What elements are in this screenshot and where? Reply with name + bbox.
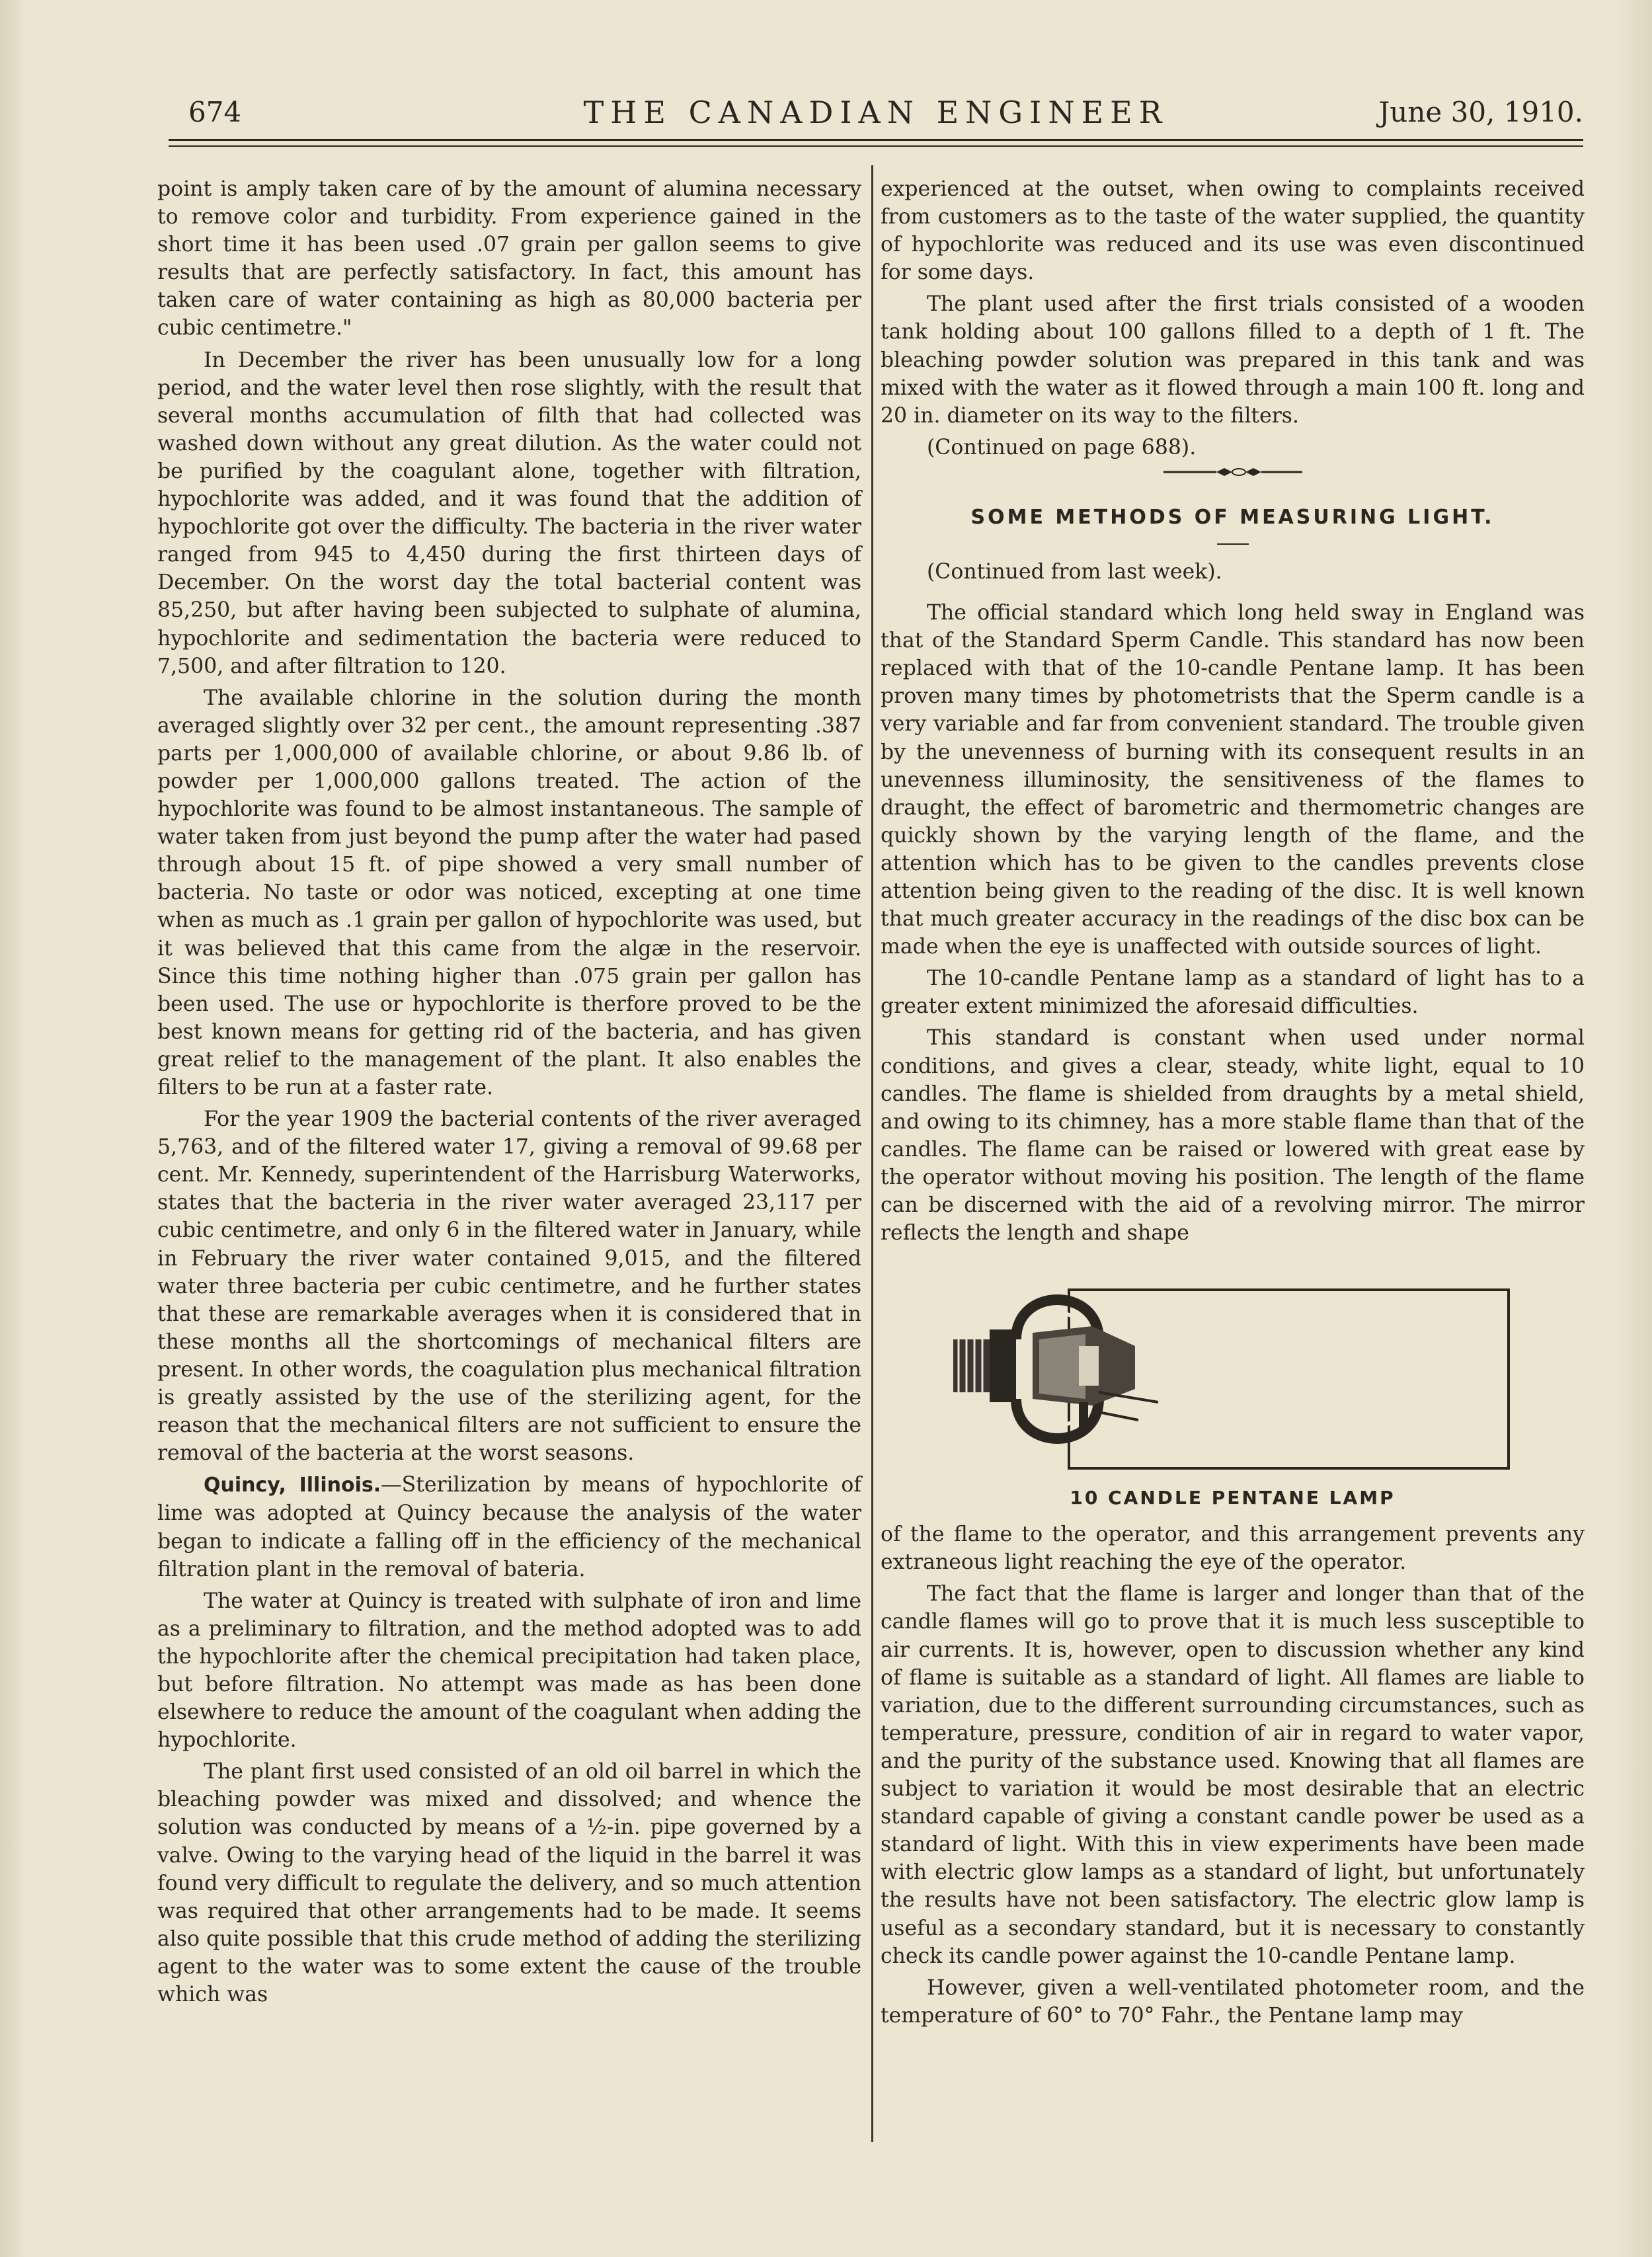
section-title: SOME METHODS OF MEASURING LIGHT.	[970, 505, 1495, 529]
paragraph: point is amply taken care of by the amount of alumina necessary to remove color and turbidity. From experience gained in the short time it has been used .07 grain per gallon seems to give results that are perfectly satisfactory. In fact, this amount has taken care of water containing as high as 80,000 bacteria per cubic centimetre."	[157, 177, 861, 340]
pentane-lamp-figure	[881, 1267, 1585, 1482]
paragraph: The plant first used consisted of an old oil barrel in which the bleaching powder was mixed and dissolved; and whence the solution was conducted by means of a ½-in. pipe governed by a valve. Owing to the varying head of the liquid in the barrel it was found very difficult to regulate the delivery, and so much attention was required that other arrangements had to be made. It seems also quite possible that this crude method of adding the sterilizing agent to the water was to some extent the cause of the trouble which was	[157, 1760, 861, 2006]
paragraph-text: —Sterilization by means of hypochlorite of lime was adopted at Quincy because the analysis of the water began to indicate a falling off in the efficiency of the mechanical filtration plant in the removal of bateria.	[157, 1473, 861, 1581]
title-rule	[1217, 543, 1249, 545]
run-in-heading: Quincy, Illinois.	[204, 1474, 381, 1497]
paragraph: experienced at the outset, when owing to complaints received from customers as to the taste of the water supplied, the quantity of hypochlorite was reduced and its use was even discontinued for some days.	[881, 177, 1585, 285]
header-rule-double	[169, 145, 1583, 147]
journal-title: THE CANADIAN ENGINEER	[583, 95, 1169, 130]
header-rule	[169, 139, 1583, 141]
paragraph: This standard is constant when used under normal conditions, and gives a clear, steady, white light, equal to 10 candles. The flame is shielded from draughts by a metal shield, and owing to its chimney, has a more stable flame than that of the candles. The flame can be raised or lowered with great ease by the operator without moving his position. The length of the flame can be discerned with the aid of a revolving mirror. The mirror reflects the length and shape	[881, 1026, 1585, 1246]
ornament-divider	[1163, 467, 1302, 477]
continued-from-note: (Continued from last week).	[927, 559, 1222, 584]
continued-on-note: (Continued on page 688).	[927, 435, 1197, 459]
page-header	[169, 89, 1583, 136]
paragraph: The 10-candle Pentane lamp as a standard of light has to a greater extent minimized the aforesaid difficulties.	[881, 967, 1585, 1019]
pentane-lamp-illustration	[881, 1267, 1585, 1482]
left-column	[157, 175, 861, 2012]
paragraph: of the flame to the operator, and this arrangement prevents any extraneous light reaching the eye of the operator.	[881, 1523, 1585, 1575]
paragraph: The plant used after the first trials consisted of a wooden tank holding about 100 gallons filled to a depth of 1 ft. The bleaching powder solution was prepared in this tank and was mixed with the water as it flowed through a main 100 ft. long and 20 in. diameter on its way to the filters.	[881, 292, 1585, 428]
paragraph: The water at Quincy is treated with sulphate of iron and lime as a preliminary to filtration, and the method adopted was to add the hypochlorite after the chemical precipitation had taken place, but before filtration. No attempt was made as has been done elsewhere to reduce the amount of the coagulant when adding the hypochlorite.	[157, 1589, 861, 1753]
column-divider	[871, 165, 873, 2142]
figure-caption: 10 CANDLE PENTANE LAMP	[1070, 1487, 1396, 1509]
paragraph: For the year 1909 the bacterial contents of the river averaged 5,763, and of the filtered water 17, giving a removal of 99.68 per cent. Mr. Kennedy, superintendent of the Harrisburg Waterworks, states that the bacteria in the river water averaged 23,117 per cubic centimetre, and only 6 in the filtered water in January, while in February the river water contained 9,015, and the filtered water three bacteria per cubic centimetre, and he further states that these are remarkable averages when it is considered that in these months all the shortcomings of mechanical filters are present. In other words, the coagulation plus mechanical filtration is greatly assisted by the use of the sterilizing agent, for the reason that the mechanical filters are not sufficient to ensure the removal of the bacteria at the worst seasons.	[157, 1107, 861, 1466]
paragraph: The available chlorine in the solution during the month averaged slightly over 32 per cent., the amount representing .387 parts per 1,000,000 of available chlorine, or about 9.86 lb. of powder per 1,000,000 gallons treated. The action of the hypochlorite was found to be almost instantaneous. The sample of water taken from just beyond the pump after the water had pased through about 15 ft. of pipe showed a very small number of bacteria. No taste or odor was noticed, excepting at one time when as much as .1 grain per gallon of hypochlorite was used, but it was believed that this came from the algæ in the reservoir. Since this time nothing higher than .075 grain per gallon has been used. The use or hypochlorite is therfore proved to be the best known means for getting rid of the bacteria, and has given great relief to the management of the plant. It also enables the filters to be run at a faster rate.	[157, 686, 861, 1099]
paragraph: The official standard which long held sway in England was that of the Standard Sperm Candle. This standard has now been replaced with that of the 10-candle Pentane lamp. It has been proven many times by photometrists that the Sperm candle is a very variable and far from convenient standard. The trouble given by the unevenness of burning with its consequent results in an unevenness illuminosity, the sensitiveness of the flames to draught, the effect of barometric and thermometric changes are quickly shown by the varying length of the flame, and the attention which has to be given to the candles prevents close attention being given to the reading of the disc. It is well known that much greater accuracy in the readings of the disc box can be made when the eye is unaffected with outside sources of light.	[881, 601, 1585, 959]
paragraph: In December the river has been unusually low for a long period, and the water level then rose slightly, with the result that several months accumulation of filth that had collected was washed down without any great dilution. As the water could not be purified by the coagulant alone, together with filtration, hypochlorite was added, and it was found that the addition of hypochlorite got over the difficulty. The bacteria in the river water ranged from 945 to 4,450 during the first thirteen days of December. On the worst day the total bacterial content was 85,250, but after having been subjected to sulphate of alumina, hypochlorite and sedimentation the bacteria were reduced to 7,500, and after filtration to 120.	[157, 348, 861, 678]
paragraph: The fact that the flame is larger and longer than that of the candle flames will go to prove that it is much less susceptible to air currents. It is, however, open to discussion whether any kind of flame is suitable as a standard of light. All flames are liable to variation, due to the different surrounding circumstances, such as temperature, pressure, condition of air in regard to water vapor, and the purity of the substance used. Knowing that all flames are subject to variation it would be most desirable that an electric standard capable of giving a constant candle power be used as a standard of light. With this in view experiments have been made with electric glow lamps as a standard of light, but unfortunately the results have not been satisfactory. The electric glow lamp is useful as a secondary standard, but it is necessary to constantly check its candle power against the 10-candle Pentane lamp.	[881, 1582, 1585, 1968]
issue-date: June 30, 1910.	[1378, 96, 1583, 128]
right-column	[881, 175, 1585, 2034]
page-number: 674	[188, 96, 242, 128]
paragraph: However, given a well-ventilated photometer room, and the temperature of 60° to 70° Fahr., the Pentane lamp may	[881, 1975, 1585, 2028]
paragraph	[157, 1471, 861, 1583]
